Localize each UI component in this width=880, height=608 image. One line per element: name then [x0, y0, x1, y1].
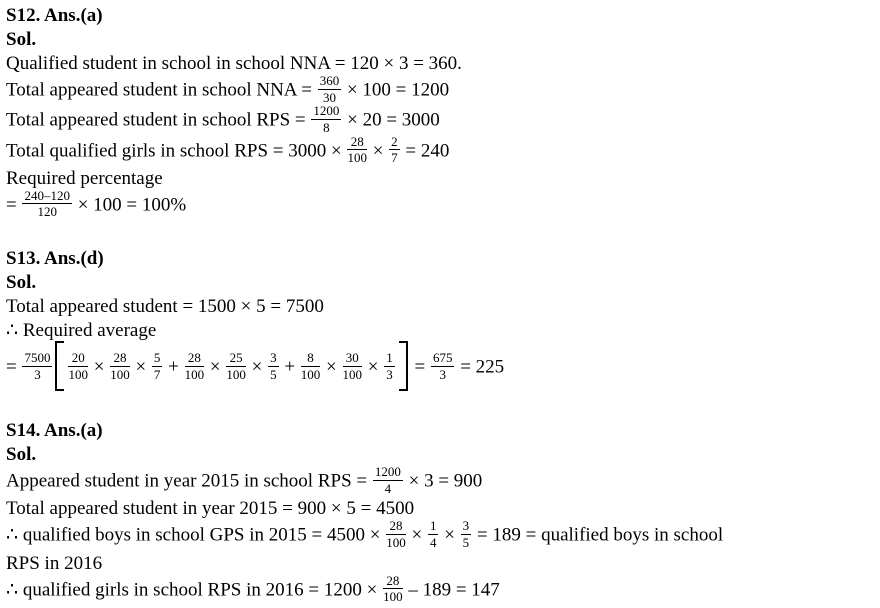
fraction-denominator: 4	[429, 535, 437, 551]
text-run: ∴ qualified boys in school GPS in 2015 = 4500 ×	[6, 524, 386, 546]
fraction	[427, 519, 440, 549]
text-run: = 240	[400, 140, 450, 162]
text-run: =	[409, 356, 430, 378]
fraction-denominator: 100	[110, 366, 130, 382]
fraction	[388, 135, 401, 165]
fraction-denominator: 5	[462, 535, 470, 551]
fraction	[184, 351, 206, 381]
fraction	[267, 351, 280, 381]
solution-line	[6, 343, 872, 393]
solution-line	[6, 133, 872, 167]
fraction	[21, 189, 73, 219]
fraction-numerator: 5	[153, 349, 161, 365]
text-run: ×	[363, 356, 384, 378]
fraction-denominator: 100	[383, 589, 403, 605]
text-run: Total appeared student in school RPS =	[6, 109, 311, 131]
text-run: × 100 = 1200	[342, 79, 450, 101]
fraction	[317, 74, 343, 104]
solution-section-s12	[6, 4, 872, 221]
text-run: × 100 = 100%	[72, 194, 187, 216]
fraction-numerator: 28	[386, 519, 406, 535]
text-run: +	[279, 356, 300, 378]
solution-section-s14	[6, 419, 872, 606]
text-run: ×	[439, 524, 460, 546]
solution-section-s13	[6, 247, 872, 393]
fraction-numerator: 1	[386, 349, 393, 365]
sol-label: Sol.	[6, 29, 37, 50]
fraction-denominator: 100	[347, 150, 367, 166]
fraction-numerator: 28	[347, 135, 367, 151]
solution-line	[6, 103, 872, 136]
fraction	[385, 519, 407, 549]
fraction-numerator: 3	[270, 349, 277, 365]
answer-heading: S13. Ans.(d)	[6, 248, 104, 270]
answer-heading: S12. Ans.(a)	[6, 5, 103, 26]
solutions	[6, 4, 872, 606]
fraction-numerator: 28	[110, 351, 130, 367]
sol-label: Sol.	[6, 444, 37, 466]
fraction	[300, 351, 322, 381]
solution-line	[6, 552, 872, 576]
fraction-numerator: 1200	[313, 103, 340, 119]
text-run: ∴ Required average	[6, 320, 157, 342]
fraction-numerator: 20	[68, 351, 88, 367]
fraction-numerator: 1200	[374, 464, 401, 480]
text-run: ×	[367, 140, 389, 162]
text-run: Qualified student in school in school NNA = 120 × 3 = 360.	[6, 53, 462, 74]
solution-line	[6, 497, 872, 521]
text-run: +	[163, 356, 184, 378]
text-run: Appeared student in year 2015 in school RPS =	[6, 470, 372, 492]
fraction	[383, 351, 396, 381]
fraction-numerator: 8	[301, 351, 321, 367]
left-bracket	[55, 341, 64, 391]
fraction	[67, 351, 89, 381]
text-run: ∴ qualified girls in school RPS in 2016 = 1200 ×	[6, 579, 383, 601]
fraction-numerator: 3	[462, 518, 470, 534]
text-run: =	[6, 194, 22, 216]
text-run: – 189 = 147	[403, 579, 500, 601]
solution-line	[6, 464, 872, 497]
answer-heading: S14. Ans.(a)	[6, 420, 103, 442]
solution-line	[6, 319, 872, 343]
fraction	[430, 351, 456, 381]
fraction-denominator: 100	[226, 366, 246, 382]
sol-label: Sol.	[6, 272, 37, 294]
text-run: ×	[205, 356, 226, 378]
solution-line	[6, 572, 872, 606]
text-run: Total qualified girls in school RPS = 3000 ×	[6, 140, 347, 162]
fraction-numerator: 1	[429, 518, 437, 534]
solution-line	[6, 167, 872, 191]
fraction-numerator: 28	[185, 351, 205, 367]
fraction-denominator: 8	[323, 119, 330, 135]
fraction-numerator: 25	[226, 351, 246, 367]
fraction-denominator: 100	[386, 535, 406, 551]
solution-line	[6, 518, 872, 551]
text-run: ×	[321, 356, 342, 378]
solution-line	[6, 187, 872, 221]
fraction-numerator: 28	[383, 574, 403, 590]
text-run: ×	[246, 356, 268, 378]
right-bracket	[399, 341, 408, 391]
text-run: × 20 = 3000	[342, 109, 440, 131]
fraction-numerator: 360	[319, 73, 340, 88]
fraction-denominator: 3	[386, 366, 393, 382]
fraction	[21, 351, 53, 381]
fraction	[109, 351, 131, 381]
fraction-denominator: 3	[34, 366, 41, 382]
fraction	[460, 519, 473, 549]
text-run: Total appeared student = 1500 × 5 = 7500	[6, 296, 324, 318]
fraction	[346, 135, 368, 165]
fraction-numerator: 240–120	[24, 187, 70, 203]
text-run: ×	[88, 356, 110, 378]
fraction-denominator: 120	[37, 204, 57, 220]
solution-line	[6, 52, 872, 76]
fraction-denominator: 100	[342, 366, 362, 382]
fraction-denominator: 100	[300, 366, 321, 382]
fraction-denominator: 5	[270, 366, 277, 382]
fraction-denominator: 100	[184, 366, 205, 382]
text-run: = 225	[455, 356, 505, 378]
text-run: RPS in 2016	[6, 552, 103, 574]
solution-line	[6, 295, 872, 319]
text-run: ×	[130, 356, 151, 378]
fraction-numerator: 675	[432, 349, 453, 365]
fraction-denominator: 30	[322, 89, 336, 105]
text-run: Required percentage	[6, 167, 163, 189]
solution-line	[6, 73, 872, 106]
fraction	[372, 465, 404, 495]
fraction-denominator: 100	[68, 366, 88, 382]
fraction	[342, 351, 364, 381]
fraction	[225, 351, 247, 381]
text-run: = 189 = qualified boys in school	[472, 524, 724, 546]
text-run: ×	[406, 524, 427, 546]
fraction-denominator: 7	[153, 366, 161, 382]
fraction	[382, 574, 404, 604]
fraction-denominator: 7	[391, 150, 398, 166]
fraction-numerator: 2	[391, 133, 398, 149]
fraction	[310, 104, 342, 134]
fraction-numerator: 7500	[24, 349, 51, 365]
text-run: × 3 = 900	[403, 470, 483, 492]
fraction	[151, 351, 164, 381]
fraction-numerator: 30	[343, 351, 363, 367]
fraction-denominator: 3	[439, 366, 446, 382]
fraction-denominator: 4	[384, 480, 392, 496]
text-run: =	[6, 356, 22, 378]
text-run: Total appeared student in year 2015 = 900 × 5 = 4500	[6, 498, 415, 520]
text-run: Total appeared student in school NNA =	[6, 79, 317, 101]
